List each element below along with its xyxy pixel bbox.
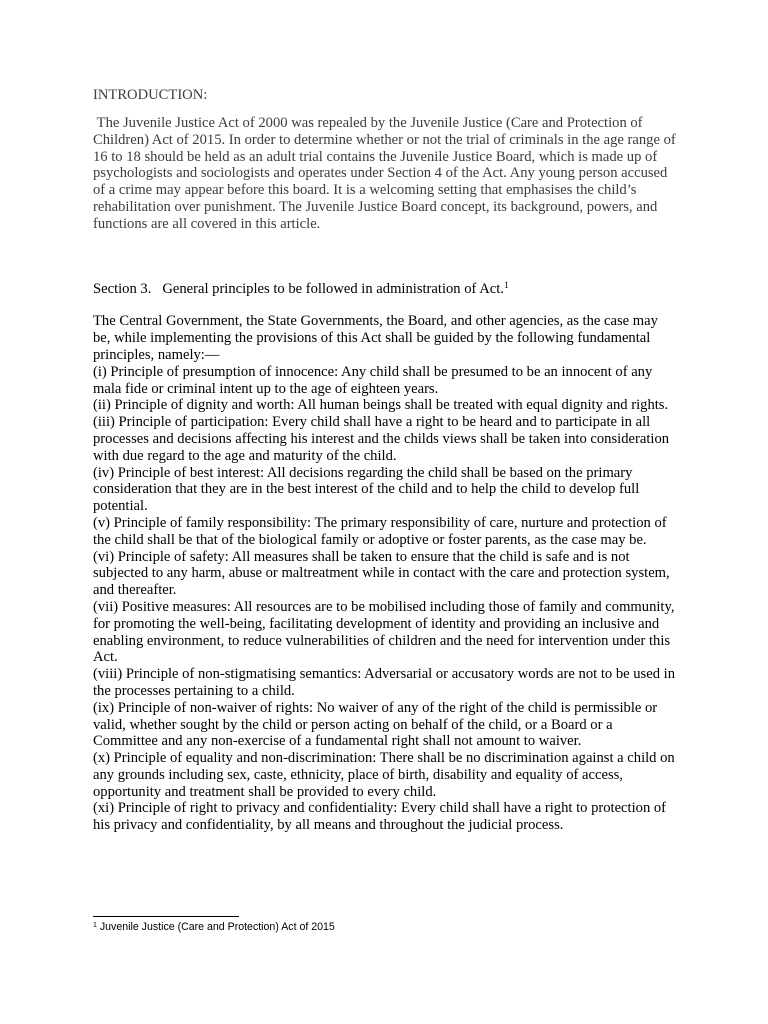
document-body	[93, 86, 678, 834]
footnote-separator	[93, 916, 239, 917]
principle-item: (vi) Principle of safety: All measures shall be taken to ensure that the child is safe and is not subjected to any harm, abuse or maltreatment while in contact with the care and protection system, and thereafter.	[93, 548, 670, 599]
principle-item: (xi) Principle of right to privacy and confidentiality: Every child shall have a right to protection of his privacy and confidentiality, by all means and throughout the judicial process.	[93, 800, 667, 834]
section-title	[93, 281, 678, 298]
footnote	[93, 921, 335, 934]
intro-paragraph: The Juvenile Justice Act of 2000 was repealed by the Juvenile Justice (Care and Protection of Children) Act of 2015. In order to determine whether or not the trial of criminals in the age range of 16 to 18 should be held as an adult trial contains the Juvenile Justice Board, which is made up of psychologists and sociologists and operates under Section 4 of the Act. Any young person accused of a crime may appear before this board. It is a welcoming setting that emphasises the child’s rehabilitation over punishment. The Juvenile Justice Board concept, its background, powers, and functions are all covered in this article.	[93, 115, 680, 232]
principle-item: (vii) Positive measures: All resources are to be mobilised including those of family and community, for promoting the well-being, facilitating development of identity and providing an inclusive and enabling environment, to reduce vulnerabilities of children and the need for intervention under this Act.	[93, 598, 675, 666]
principle-item: (viii) Principle of non-stigmatising semantics: Adversarial or accusatory words are not to be used in the processes pertaining to a child.	[93, 666, 675, 699]
principle-item: (i) Principle of presumption of innocence: Any child shall be presumed to be an innocent of any mala fide or criminal intent up to the age of eighteen years.	[93, 363, 653, 397]
footnote-text: Juvenile Justice (Care and Protection) Act of 2015	[96, 921, 335, 933]
footnote-reference: 1	[503, 280, 509, 291]
intro-heading: INTRODUCTION:	[93, 87, 208, 103]
footnote-number: 1	[93, 922, 97, 929]
principle-item: (ii) Principle of dignity and worth: All human beings shall be treated with equal dignity and rights.	[93, 397, 669, 414]
principle-item: (ix) Principle of non-waiver of rights: No waiver of any of the right of the child is permissible or valid, whether sought by the child or person acting on behalf of the child, or a Board or a Committee and any non-exercise of a fundamental right shall not amount to waiver.	[93, 699, 658, 750]
section-intro-paragraph: The Central Government, the State Governments, the Board, and other agencies, as the case may be, while implementing the provisions of this Act shall be guided by the following fundamental principles, namely:—	[93, 313, 658, 363]
principle-item: (iii) Principle of participation: Every child shall have a right to be heard and to participate in all processes and decisions affecting his interest and the childs views shall be taken into consideration with due regard to the age and maturity of the child.	[93, 414, 670, 464]
section-title-text: Section 3. General principles to be followed in administration of Act.	[93, 280, 504, 297]
principles-list	[93, 364, 678, 834]
principle-item: (x) Principle of equality and non-discrimination: There shall be no discrimination against a child on any grounds including sex, caste, ethnicity, place of birth, disability and equality of access, opportunity and treatment shall be provided to every child.	[93, 750, 675, 800]
principle-item: (v) Principle of family responsibility: The primary responsibility of care, nurture and protection of the child shall be that of the biological family or adoptive or foster parents, as the case may be.	[93, 514, 667, 548]
principle-item: (iv) Principle of best interest: All decisions regarding the child shall be based on the primary consideration that they are in the best interest of the child and to help the child to develop full potential.	[93, 464, 640, 515]
